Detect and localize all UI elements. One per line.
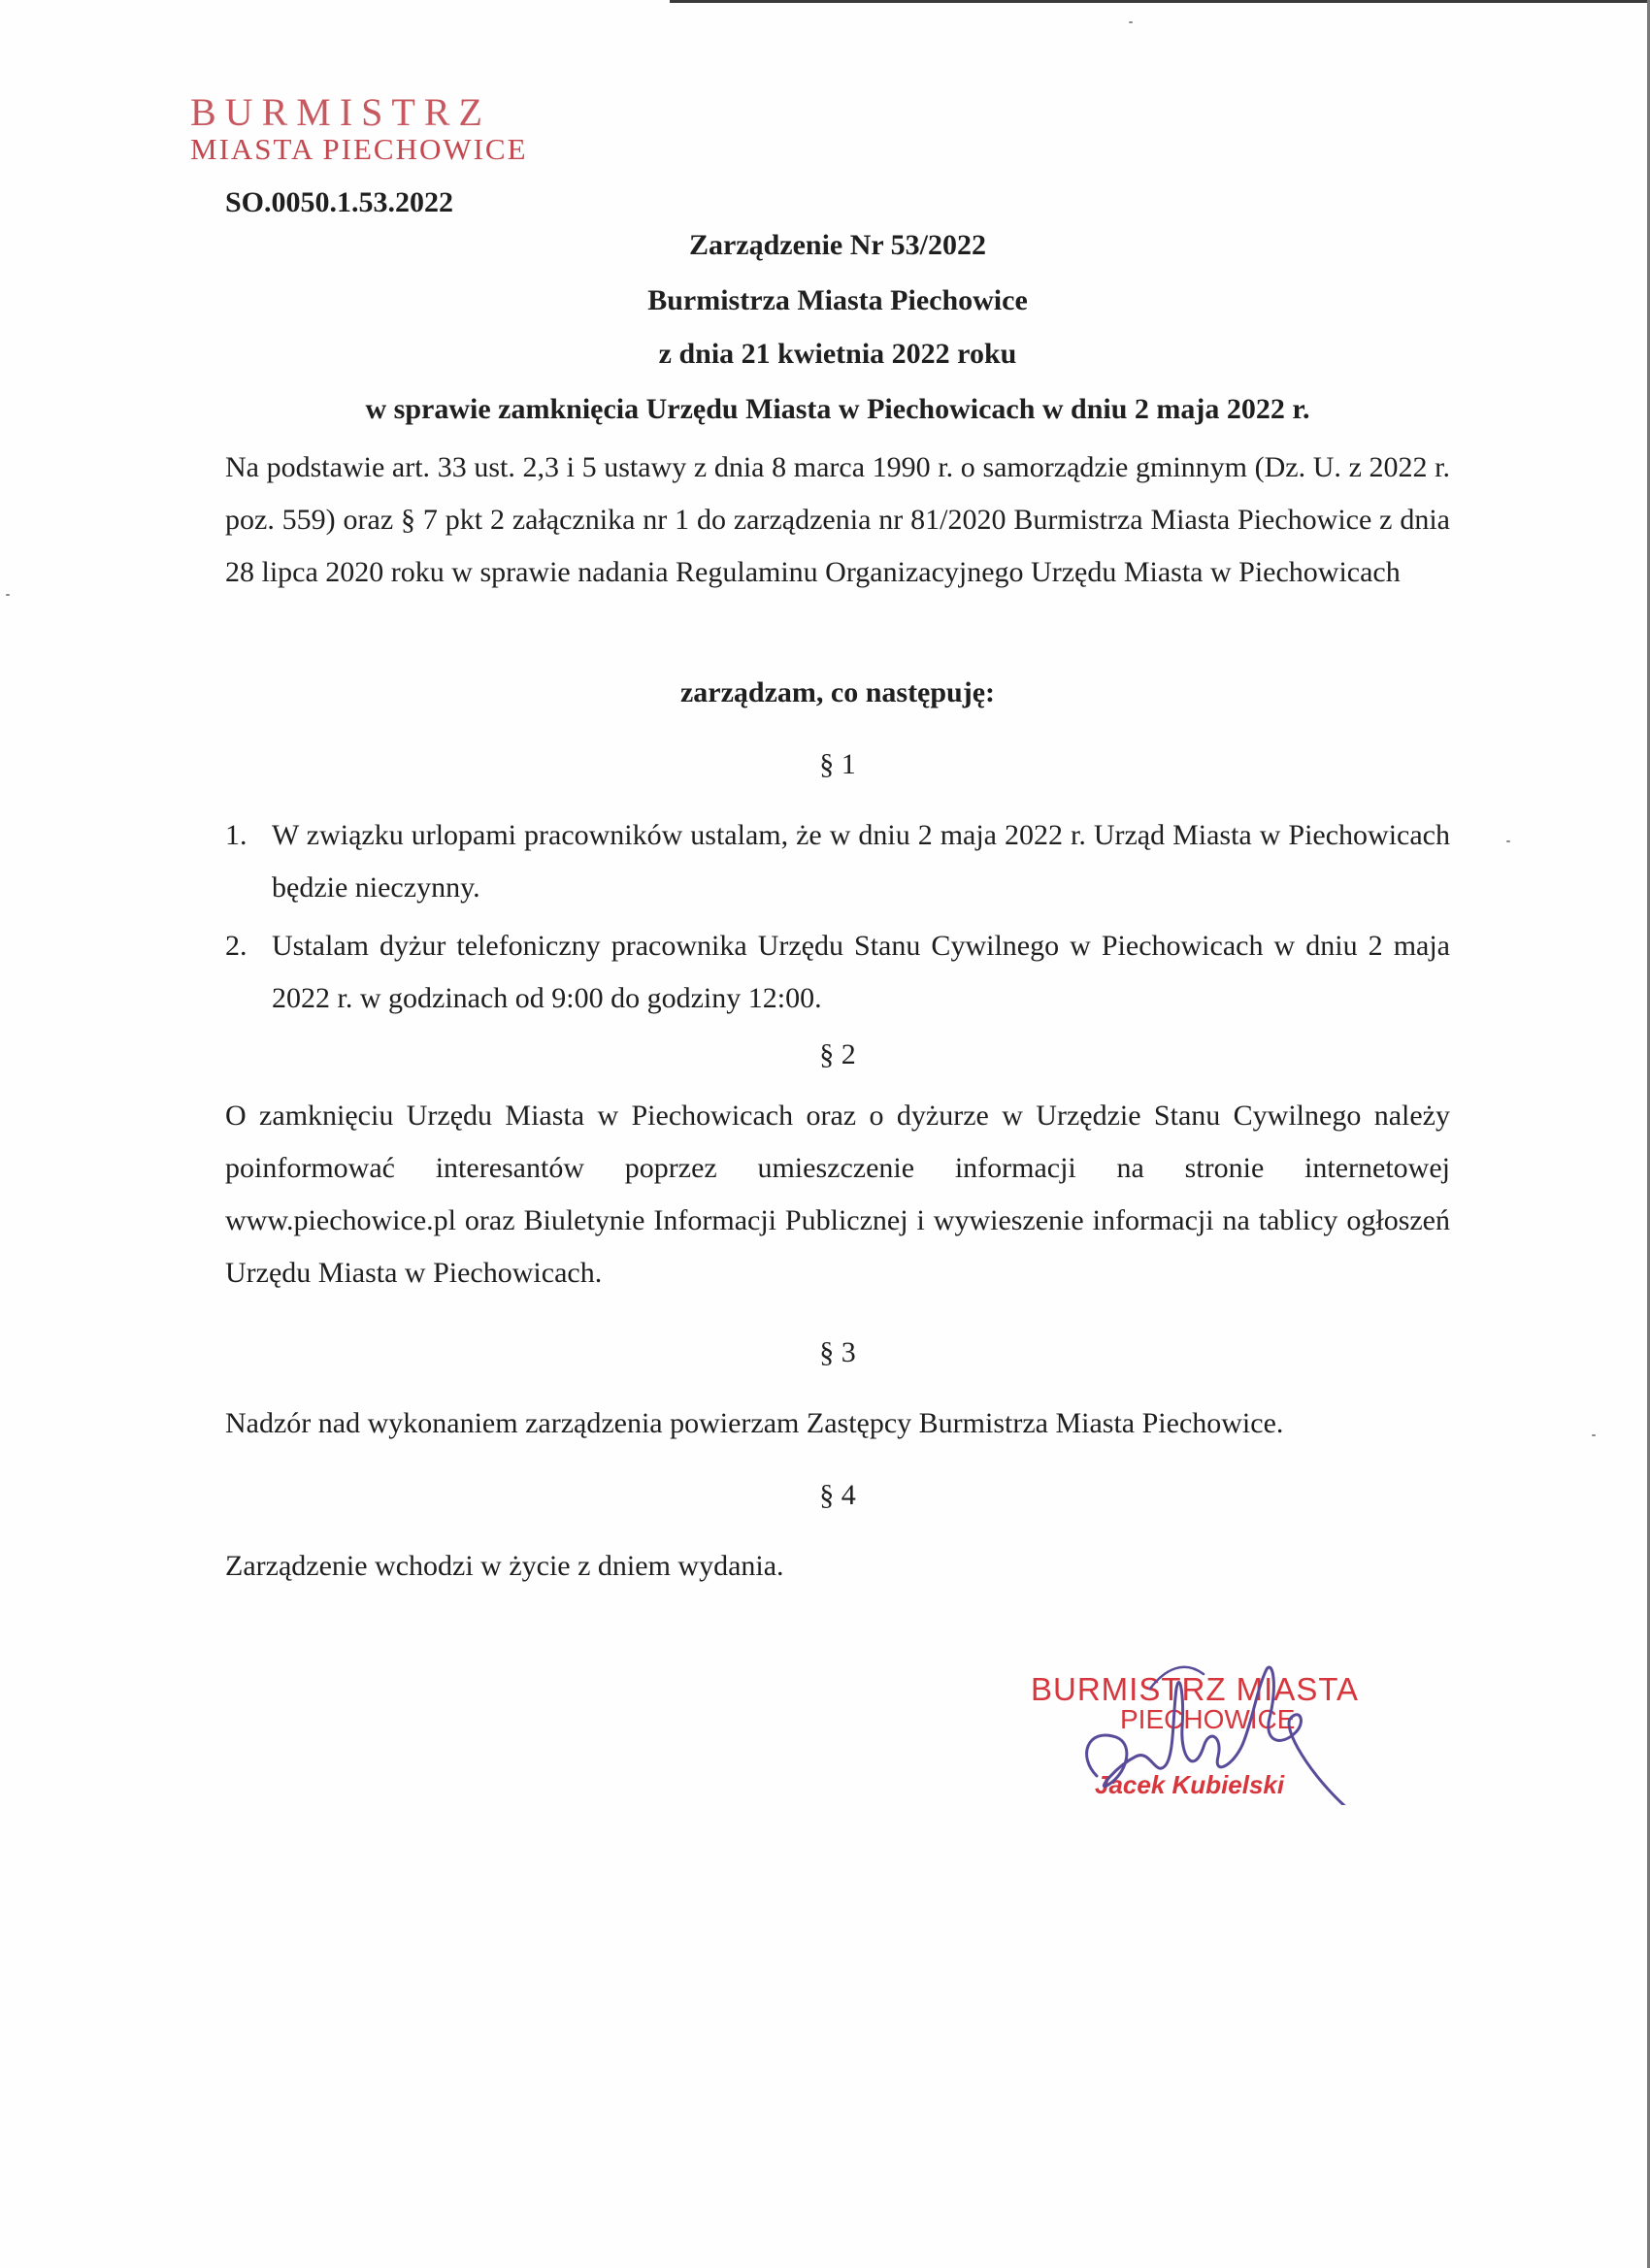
subject: w sprawie zamknięcia Urzędu Miasta w Piechowicach w dniu 2 maja 2022 r. (365, 393, 1310, 425)
list-item-number: 1. (225, 819, 248, 851)
handwritten-signature (1058, 1630, 1369, 1805)
scan-speck (6, 594, 10, 596)
section-2-heading: § 2 (819, 1038, 856, 1070)
list-item-number: 2. (225, 930, 248, 962)
scan-edge-top (670, 0, 1650, 3)
scan-speck (1129, 21, 1133, 23)
list-item-text: Ustalam dyżur telefoniczny pracownika Urzędu Stanu Cywilnego w Piechowicach w dniu 2 maja 2022 r. w godzinach od 9:00 do godziny 12:00. (272, 930, 1450, 1014)
signature-stamp-name: Jacek Kubielski (1095, 1770, 1285, 1799)
title-line3: z dnia 21 kwietnia 2022 roku (658, 338, 1017, 370)
section-3-text: Nadzór nad wykonaniem zarządzenia powierzam Zastępcy Burmistrza Miasta Piechowice. (225, 1407, 1284, 1439)
section-4-text: Zarządzenie wchodzi w życie z dniem wydania. (225, 1550, 784, 1582)
list-item (225, 809, 1450, 914)
header-stamp (190, 90, 528, 166)
section-3-heading: § 3 (819, 1336, 856, 1368)
signature-stamp-line2: PIECHOWICE (1120, 1704, 1296, 1734)
decree-intro: zarządzam, co następuję: (679, 676, 996, 708)
title-line1: Zarządzenie Nr 53/2022 (688, 229, 987, 261)
scan-speck (1592, 1434, 1596, 1436)
reference-number: SO.0050.1.53.2022 (225, 186, 454, 218)
signature-stamp-line1: BURMISTRZ MIASTA (1031, 1671, 1360, 1707)
section-1-heading: § 1 (819, 748, 856, 780)
header-stamp-line1: BURMISTRZ (190, 90, 491, 134)
list-item-text: W związku urlopami pracowników ustalam, że w dniu 2 maja 2022 r. Urząd Miasta w Piechowicach będzie nieczynny. (272, 819, 1450, 904)
signature-stroke (1087, 1667, 1349, 1805)
section-2-text: O zamknięciu Urzędu Miasta w Piechowicach oraz o dyżurze w Urzędzie Stanu Cywilnego należy poinformować interesantów poprzez umieszczenie informacji na stronie internetowej www.piechowice.pl oraz Biuletynie Informacji Publicznej i wywieszenie informacji na tablicy ogłoszeń Urzędu Miasta w Piechowicach. (225, 1100, 1450, 1289)
section-4-heading: § 4 (819, 1479, 856, 1511)
scan-speck (1506, 840, 1510, 842)
list-item (225, 920, 1450, 1025)
legal-basis: Na podstawie art. 33 ust. 2,3 i 5 ustawy z dnia 8 marca 1990 r. o samorządzie gminnym (Dz. U. z 2022 r. poz. 559) oraz § 7 pkt 2 załącznika nr 1 do zarządzenia nr 81/2020 Burmistrza Miasta Piechowice z dnia 28 lipca 2020 roku w sprawie nadania Regulaminu Organizacyjnego Urzędu Miasta w Piechowicach (225, 451, 1450, 588)
header-stamp-line2: MIASTA PIECHOWICE (190, 132, 528, 166)
title-line2: Burmistrza Miasta Piechowice (647, 284, 1028, 316)
